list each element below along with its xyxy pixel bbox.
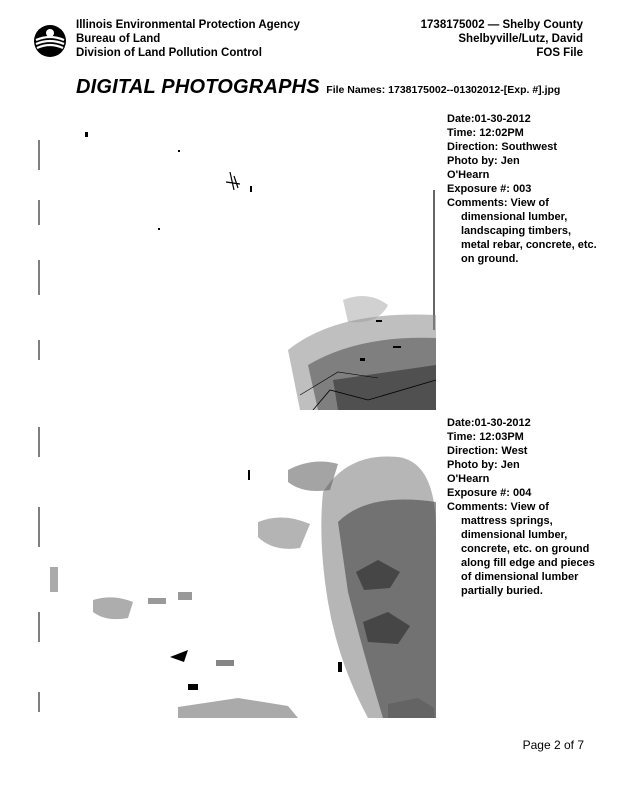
- caption-time: Time: 12:02PM: [447, 127, 524, 139]
- caption-comments-text: dimensional lumber, landscaping timbers, metal rebar, concrete, etc. on ground.: [461, 211, 597, 265]
- caption-comments-label: Comments: View of: [447, 197, 549, 209]
- document-header: [0, 0, 619, 70]
- iepa-logo-icon: [33, 24, 67, 58]
- page-title: DIGITAL PHOTOGRAPHS: [76, 76, 320, 98]
- caption-comments-label: Comments: View of: [447, 501, 549, 513]
- photo-exposure-003: [38, 110, 436, 410]
- agency-block: [76, 18, 300, 60]
- file-names-label: File Names: 1738175002--01302012-[Exp. #].jpg: [326, 84, 561, 96]
- page-number: Page 2 of 7: [522, 738, 584, 752]
- caption-photographer: Photo by: Jen: [447, 459, 520, 471]
- site-id-county: 1738175002 — Shelby County: [420, 19, 583, 31]
- bureau-name: Bureau of Land: [76, 33, 161, 45]
- page-title-row: [76, 76, 560, 99]
- caption-exposure: Exposure #: 004: [447, 487, 532, 499]
- site-name: Shelbyville/Lutz, David: [458, 33, 583, 45]
- caption-time: Time: 12:03PM: [447, 431, 524, 443]
- photo-caption-004: [447, 416, 597, 598]
- site-block: [421, 18, 583, 60]
- file-type: FOS File: [536, 47, 583, 59]
- caption-date: Date:01-30-2012: [447, 113, 531, 125]
- photo-caption-003: [447, 112, 597, 266]
- caption-direction: Direction: Southwest: [447, 141, 558, 153]
- caption-exposure: Exposure #: 003: [447, 183, 532, 195]
- photo-exposure-004: [38, 412, 436, 718]
- division-name: Division of Land Pollution Control: [76, 47, 262, 59]
- agency-name: Illinois Environmental Protection Agency: [76, 19, 300, 31]
- caption-photographer: Photo by: Jen: [447, 155, 520, 167]
- caption-date: Date:01-30-2012: [447, 417, 531, 429]
- caption-photographer-surname: O'Hearn: [447, 473, 490, 485]
- caption-direction: Direction: West: [447, 445, 528, 457]
- caption-comments-text: mattress springs, dimensional lumber, concrete, etc. on ground along fill edge and pieces of dimensional lumber partially buried.: [461, 515, 595, 597]
- caption-photographer-surname: O'Hearn: [447, 169, 490, 181]
